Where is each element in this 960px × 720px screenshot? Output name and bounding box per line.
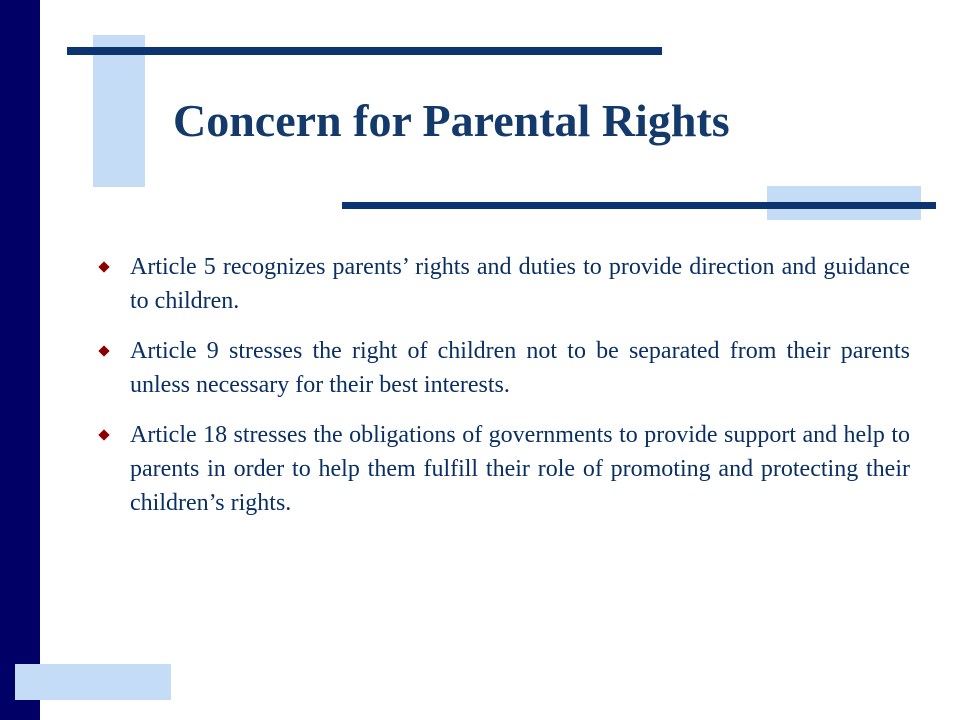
bullet-item-article-18 [97,418,910,520]
left-sidebar-bar [0,0,40,720]
bullet-list [97,250,910,536]
bullet-text: Article 5 recognizes parents’ rights and duties to provide direction and guidance to children. [130,254,910,314]
slide-title: Concern for Parental Rights [173,95,730,146]
bottom-left-decor-block [15,664,171,700]
top-rule-line [67,47,662,55]
bullet-text: Article 9 stresses the right of children not to be separated from their parents unless necessary for their best interests. [130,338,910,398]
diamond-bullet-icon [98,261,109,272]
bullet-item-article-5 [97,250,910,318]
diamond-bullet-icon [98,429,109,440]
bottom-rule-line [342,202,936,209]
title-decor-block [93,35,145,187]
bullet-text: Article 18 stresses the obligations of governments to provide support and help to parents in order to help them fulfill their role of promoting and protecting their children’s rights. [130,422,910,516]
diamond-bullet-icon [98,345,109,356]
bullet-item-article-9 [97,334,910,402]
